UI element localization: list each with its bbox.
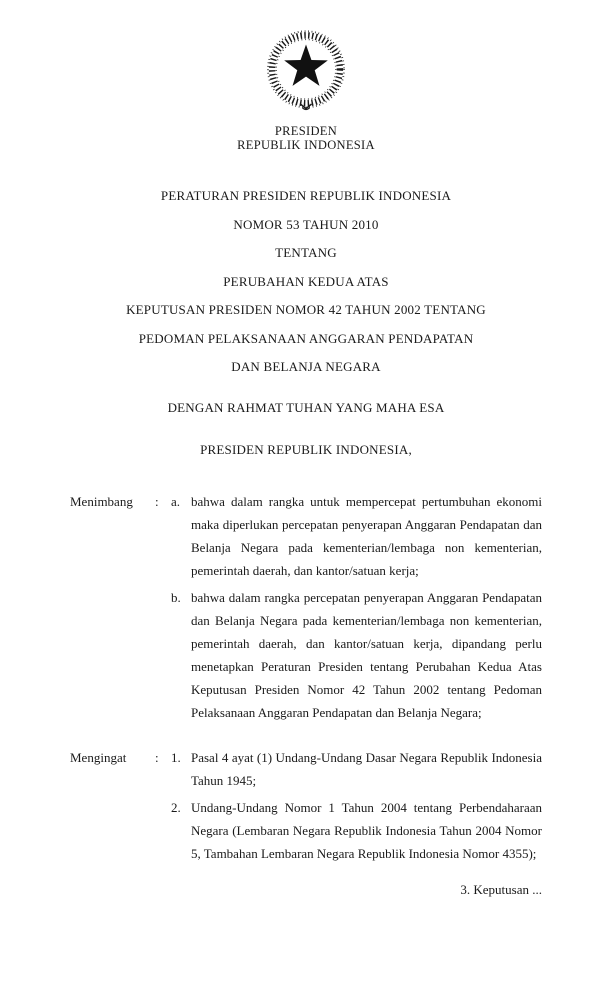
title-line-4: PERUBAHAN KEDUA ATAS: [223, 273, 389, 289]
mengingat-colon: :: [155, 749, 159, 765]
title-line-1: PERATURAN PRESIDEN REPUBLIK INDONESIA: [160, 188, 452, 203]
menimbang-item-a: [171, 490, 542, 582]
star-wreath-emblem-icon: [260, 28, 352, 116]
mengingat-item-2: [171, 796, 542, 865]
title-line-5: KEPUTUSAN PRESIDEN NOMOR 42 TAHUN 2002 TENTANG: [126, 302, 486, 317]
menimbang-item-a-marker: a.: [171, 493, 181, 509]
mengingat-item-2-text: Undang-Undang Nomor 1 Tahun 2004 tentang Perbendaharaan Negara (Lembaran Negara Republik Indonesia Tahun 2004 Nomor 5, Tambahan Lembaran Negara Republik Indonesia Nomor 4355);: [191, 799, 542, 861]
mengingat-item-1: [171, 746, 542, 792]
title-line-3: TENTANG: [275, 245, 337, 260]
menimbang-item-b: [171, 586, 542, 724]
mengingat-item-1-text: Pasal 4 ayat (1) Undang-Undang Dasar Negara Republik Indonesia Tahun 1945;: [191, 749, 542, 788]
menimbang-section: [0, 490, 612, 724]
title-line-7: DAN BELANJA NEGARA: [231, 359, 381, 374]
menimbang-label: Menimbang: [70, 493, 133, 509]
authority-line: PRESIDEN REPUBLIK INDONESIA,: [200, 441, 412, 457]
mengingat-section: [0, 746, 612, 865]
mengingat-label: Mengingat: [70, 749, 127, 765]
invocation-line: DENGAN RAHMAT TUHAN YANG MAHA ESA: [167, 399, 445, 415]
title-line-2: NOMOR 53 TAHUN 2010: [233, 216, 379, 232]
menimbang-items: [171, 490, 542, 724]
menimbang-item-b-marker: b.: [171, 589, 181, 605]
title-line-6: PEDOMAN PELAKSANAAN ANGGARAN PENDAPATAN: [138, 330, 474, 346]
menimbang-item-b-text: bahwa dalam rangka percepatan penyerapan Anggaran Pendapatan dan Belanja Negara pada kementerian/lembaga non kementerian, pemerintah daerah, dan kantor/satuan kerja, dipandang perlu menetapkan Peraturan Presiden tentang Perubahan Kedua Atas Keputusan Presiden Nomor 42 Tahun 2002 tentang Pedoman Pelaksanaan Anggaran Pendapatan dan Belanja Negara;: [191, 589, 542, 720]
letterhead: [0, 124, 612, 152]
letterhead-republik-indonesia: REPUBLIK INDONESIA: [237, 138, 375, 152]
mengingat-item-2-marker: 2.: [171, 799, 181, 815]
title-block: [0, 182, 612, 382]
mengingat-item-1-marker: 1.: [171, 749, 181, 765]
menimbang-colon: :: [155, 493, 159, 509]
presidential-seal: [0, 28, 612, 121]
mengingat-items: [171, 746, 542, 865]
menimbang-item-a-text: bahwa dalam rangka untuk mempercepat pertumbuhan ekonomi maka diperlukan percepatan penyerapan Anggaran Pendapatan dan Belanja Negara pada kementerian/lembaga non kementerian, pemerintah daerah, dan kantor/satuan kerja;: [191, 493, 542, 578]
page-catchword: 3. Keputusan ...: [460, 881, 542, 897]
letterhead-presiden: PRESIDEN: [274, 124, 338, 138]
